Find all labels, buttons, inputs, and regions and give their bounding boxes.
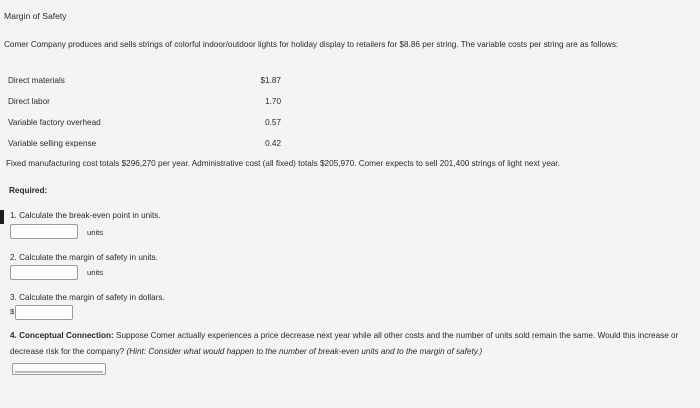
dropdown-indicator	[15, 371, 103, 373]
question-1-unit: units	[87, 228, 104, 237]
question-4-text	[10, 328, 696, 360]
question-2-text: 2. Calculate the margin of safety in units.	[10, 253, 158, 262]
question-4-label: 4. Conceptual Connection:	[10, 331, 114, 340]
required-heading: Required:	[9, 186, 48, 195]
problem-intro: Comer Company produces and sells strings of colorful indoor/outdoor lights for holiday display to retailers for $8.86 per string. The variable costs per string are as follows:	[4, 40, 619, 49]
question-3-text: 3. Calculate the margin of safety in dollars.	[10, 293, 165, 302]
break-even-units-input[interactable]	[10, 224, 78, 239]
active-question-marker	[0, 210, 4, 224]
margin-of-safety-dollars-input[interactable]	[15, 305, 73, 320]
question-2-unit: units	[87, 268, 104, 277]
question-1-text: 1. Calculate the break-even point in units.	[10, 211, 161, 220]
margin-of-safety-units-input[interactable]	[10, 265, 78, 280]
cost-value-direct-materials: $1.87	[260, 76, 281, 85]
cost-value-variable-overhead: 0.57	[265, 118, 281, 127]
question-4-body: Suppose Comer actually experiences a price decrease next year while all other costs and the number of units sold remain the same. Would this increase or decrease risk for the company?	[10, 331, 679, 356]
cost-value-direct-labor: 1.70	[265, 97, 281, 106]
risk-dropdown[interactable]	[12, 363, 106, 375]
fixed-cost-text: Fixed manufacturing cost totals $296,270 per year. Administrative cost (all fixed) totals $205,970. Comer expects to sell 201,400 strings of light next year.	[6, 159, 560, 168]
page-title: Margin of Safety	[4, 11, 67, 21]
cost-label-direct-materials: Direct materials	[8, 76, 65, 85]
cost-value-variable-selling: 0.42	[265, 139, 281, 148]
cost-label-variable-selling: Variable selling expense	[8, 139, 97, 148]
cost-label-variable-overhead: Variable factory overhead	[8, 118, 101, 127]
dollar-sign: $	[10, 307, 15, 316]
cost-label-direct-labor: Direct labor	[8, 97, 50, 106]
question-4-hint: (Hint: Consider what would happen to the number of break-even units and to the margin of safety.)	[126, 347, 483, 356]
